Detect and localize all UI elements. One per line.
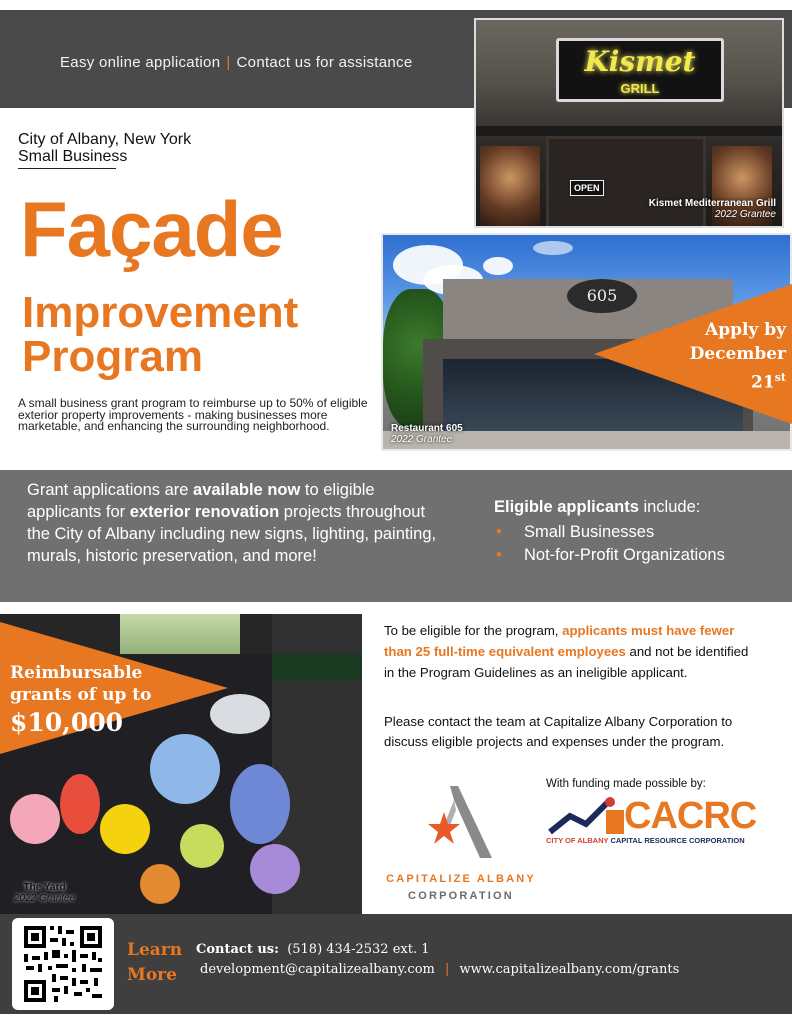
tagline-separator: | [226,54,231,71]
reimbursable-line1: Reimbursable [10,663,143,683]
eligibility-paragraph [384,620,754,683]
city-title-line2: Small Business [18,148,128,165]
mural-caption-title: The Yard [23,882,66,893]
grant-availability-text [27,479,445,567]
eligible-heading-bold: Eligible applicants [494,498,639,516]
eligible-applicants-list [494,521,725,567]
eligibility-text: and not be identified in the Program Guidelines as an ineligible applicant. [384,644,749,680]
qr-code-icon [12,918,114,1010]
grant-text-part: projects throughout the City of Albany including new signs, lighting, painting, murals, historic preservation, and more! [27,503,437,565]
apply-by-suffix: st [774,371,786,384]
learn-more-line2: More [127,965,177,985]
eligibility-text: To be eligible for the program, [384,623,563,638]
grant-text-part: to eligible applicants for [27,481,375,521]
page-title-facade: Façade [20,185,283,273]
flower-shape [250,844,300,894]
tagline-contact: Contact us for assistance [236,54,413,71]
contact-label: Contact us: [196,942,279,957]
flower-shape [230,764,290,844]
tagline [60,54,412,71]
apply-by-line1: Apply by [705,320,786,340]
open-sign: OPEN [570,180,604,196]
grant-text-bold: available now [193,481,301,499]
cacrc-logo [546,794,770,850]
kismet-awning [476,126,782,136]
page-title-program: Program [22,332,203,381]
grant-text-part: Grant applications are [27,481,194,499]
cacrc-chart-icon [546,794,626,836]
cloud [533,241,573,255]
funding-label: With funding made possible by: [546,778,706,790]
list-item-label: Not-for-Profit Organizations [524,546,725,564]
cacrc-wordmark: CACRC [624,795,757,837]
capitalize-albany-logo [400,782,520,862]
apply-by-line3 [662,366,786,395]
qr-code[interactable] [12,918,114,1010]
flower-shape [100,804,150,854]
capitalize-albany-mark-icon [400,782,520,862]
eligible-applicants-heading [494,498,700,517]
flower-shape [180,824,224,868]
restaurant-605-caption [391,423,463,445]
list-item [494,521,725,544]
city-title [18,131,191,165]
mural-caption-sub: 2022 Grantee [14,893,76,904]
apply-by-text [662,318,786,395]
city-title-line1: City of Albany, New York [18,131,192,148]
bullet-icon: • [496,523,502,541]
footer-separator: | [440,962,454,977]
tagline-application: Easy online application [60,54,221,71]
eligible-heading-rest: include: [638,498,701,516]
grant-text-bold: exterior renovation [129,503,280,521]
cacrc-subtitle-corp: CAPITAL RESOURCE CORPORATION [608,836,745,845]
kismet-caption-title: Kismet Mediterranean Grill [648,198,776,209]
kismet-sign [556,38,724,102]
flower-shape [10,794,60,844]
contact-line [196,942,429,957]
title-divider [18,168,116,169]
capitalize-albany-name: CAPITALIZE ALBANY [386,873,536,885]
kismet-caption [649,198,776,220]
kismet-window-left [480,146,540,226]
apply-by-line2: December [689,344,786,364]
cloud [483,257,513,275]
restaurant-605-caption-title: Restaurant 605 [391,423,463,434]
email-link[interactable]: development@capitalizealbany.com [200,962,435,977]
reimbursable-line2: grants of up to [10,685,152,705]
contact-links [200,962,679,977]
page-title-improvement: Improvement [22,288,299,337]
kismet-sign-sub: GRILL [620,81,660,96]
flower-shape [140,864,180,904]
contact-paragraph: Please contact the team at Capitalize Albany Corporation to discuss eligible projects and expenses under the program. [384,714,733,749]
list-item [494,544,725,567]
reimbursable-amount: $10,000 [10,708,124,737]
eligibility-highlight: applicants must have fewer than 25 full-time equivalent employees [384,623,735,659]
capitalize-albany-corp: CORPORATION [408,890,514,902]
intro-paragraph: A small business grant program to reimburse up to 50% of eligible exterior property improvements - making businesses more marketable, and enhancing the surrounding neighborhood. [18,396,368,433]
bullet-icon: • [496,546,502,564]
learn-more-line1: Learn [127,940,183,960]
building-awning [272,654,362,680]
website-link[interactable]: www.capitalizealbany.com/grants [459,962,680,977]
reimbursable-text [10,662,180,706]
restaurant-605-caption-sub: 2022 Grantee [391,434,453,445]
mural-caption [14,882,75,904]
flower-shape [60,774,100,834]
apply-by-day: 21 [751,372,775,393]
kismet-caption-sub: 2022 Grantee [714,209,776,220]
cacrc-subtitle-city: CITY OF ALBANY [546,836,609,845]
cacrc-subtitle [546,836,745,845]
kismet-photo [474,18,784,228]
learn-more-link[interactable] [127,938,182,988]
kismet-sign-text: Kismet [584,45,696,78]
phone-number[interactable]: (518) 434-2532 ext. 1 [287,942,430,957]
list-item-label: Small Businesses [524,523,655,541]
restaurant-605-sign: 605 [567,279,637,313]
